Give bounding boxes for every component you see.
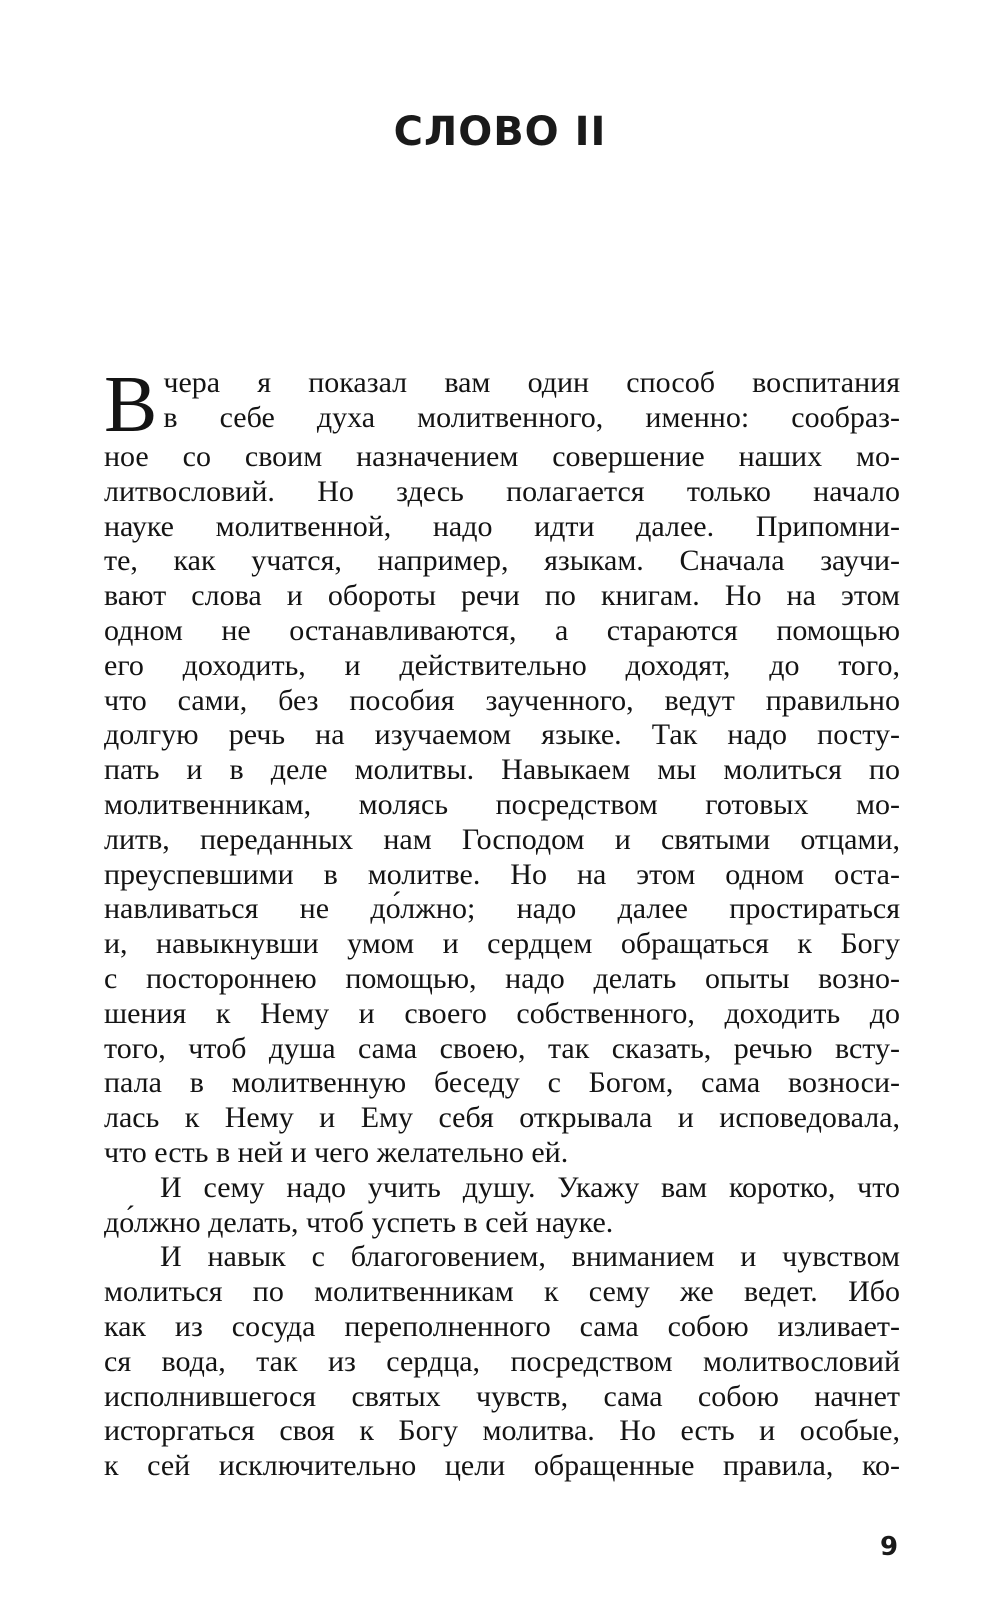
text-line: с постороннею помощью, надо делать опыты возно- — [104, 961, 900, 995]
text-line: вают слова и обороты речи по книгам. Но на этом — [104, 579, 900, 613]
text-line: преуспевшими в молитве. Но на этом одном оста- — [104, 857, 900, 891]
drop-cap: В — [104, 361, 158, 449]
text-line: молитвенникам, молясь посредством готовых мо- — [104, 787, 900, 821]
text-line: пала в молитвенную беседу с Богом, сама возноси- — [104, 1066, 900, 1100]
page-title: СЛОВО II — [393, 108, 607, 155]
text-line: молиться по молитвенникам к сему же ведет. Ибо — [104, 1275, 900, 1309]
text-line: одном не останавливаются, а стараются помощью — [104, 613, 900, 647]
text-line: ся вода, так из сердца, посредством молитвословий — [104, 1344, 900, 1378]
text-line: науке молитвенной, надо идти далее. Припомни- — [104, 509, 900, 543]
text-line: что сами, без пособия заученного, ведут правильно — [104, 683, 900, 717]
text-line: и, навыкнувши умом и сердцем обращаться к Богу — [104, 927, 900, 961]
text-line: шения к Нему и своего собственного, доходить до — [104, 996, 900, 1030]
opening-paragraph — [104, 361, 900, 1171]
text-line: ное со своим назначением совершение наших мо- — [104, 440, 900, 473]
text-line: до́лжно делать, чтоб успеть в сей науке. — [104, 1205, 614, 1239]
text-line: исторгаться своя к Богу молитва. Но есть и особые, — [104, 1414, 900, 1448]
text-line: в себе духа молитвенного, именно: сообраз- — [163, 400, 900, 434]
text-line: литв, переданных нам Господом и святыми отцами, — [104, 822, 900, 856]
text-line: И сему надо учить душу. Укажу вам коротко, что — [160, 1170, 900, 1204]
paragraph-3 — [104, 1240, 900, 1484]
text-line: к сей исключительно цели обращенные правила, ко- — [104, 1449, 900, 1483]
page-number: 9 — [880, 1532, 899, 1562]
paragraph-1 — [104, 440, 900, 1171]
text-line: те, как учатся, например, языкам. Сначала заучи- — [104, 544, 900, 578]
text-line: его доходить, и действительно доходят, до того, — [104, 648, 900, 682]
text-line: лась к Нему и Ему себя открывала и исповедовала, — [104, 1101, 900, 1135]
text-line: литвословий. Но здесь полагается только начало — [104, 474, 900, 508]
text-line: чера я показал вам один способ воспитания — [163, 366, 900, 399]
text-line: того, чтоб душа сама своею, так сказать, речью всту- — [104, 1031, 900, 1065]
text-line: долгую речь на изучаемом языке. Так надо посту- — [104, 718, 900, 752]
text-line: как из сосуда переполненного сама собою изливает- — [104, 1309, 900, 1343]
paragraph-2 — [104, 1171, 900, 1241]
text-line: что есть в ней и чего желательно ей. — [104, 1135, 569, 1169]
text-line: исполнившегося святых чувств, сама собою начнет — [104, 1379, 900, 1413]
text-line: И навык с благоговением, вниманием и чувством — [160, 1240, 900, 1274]
text-line: навливаться не до́лжно; надо далее простираться — [104, 892, 900, 926]
body-text — [104, 361, 900, 1484]
text-line: пать и в деле молитвы. Навыкаем мы молиться по — [104, 753, 900, 787]
